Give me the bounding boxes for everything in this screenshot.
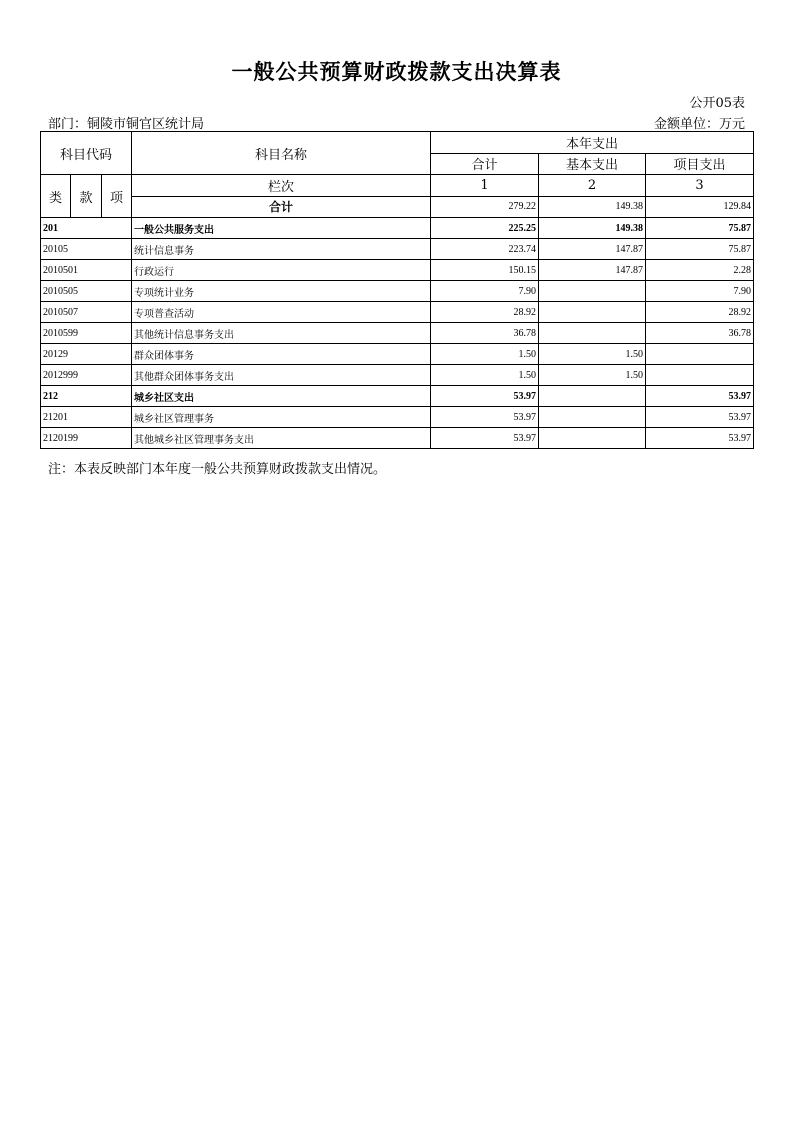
table-row bbox=[41, 365, 754, 386]
header-total: 合计 bbox=[431, 153, 539, 175]
row-code: 2010507 bbox=[41, 302, 132, 323]
row-code: 2120199 bbox=[41, 428, 132, 449]
row-project: 53.97 bbox=[646, 428, 754, 449]
row-code: 20129 bbox=[41, 344, 132, 365]
table-row bbox=[41, 386, 754, 407]
row-name: 城乡社区管理事务 bbox=[132, 407, 431, 428]
row-basic bbox=[539, 323, 646, 344]
header-current-year: 本年支出 bbox=[431, 132, 754, 154]
row-total: 53.97 bbox=[431, 386, 539, 407]
row-basic bbox=[539, 407, 646, 428]
row-total: 28.92 bbox=[431, 302, 539, 323]
total-basic: 149.38 bbox=[539, 196, 646, 218]
total-project: 129.84 bbox=[646, 196, 754, 218]
row-project: 7.90 bbox=[646, 281, 754, 302]
row-total: 223.74 bbox=[431, 239, 539, 260]
total-row-label: 合计 bbox=[132, 196, 431, 218]
row-basic: 147.87 bbox=[539, 239, 646, 260]
header-basic: 基本支出 bbox=[539, 153, 646, 175]
row-name: 其他群众团体事务支出 bbox=[132, 365, 431, 386]
row-project bbox=[646, 365, 754, 386]
row-code: 201 bbox=[41, 218, 132, 239]
table-row bbox=[41, 323, 754, 344]
page-title: 一般公共预算财政拨款支出决算表 bbox=[231, 60, 562, 84]
table-row bbox=[41, 302, 754, 323]
row-code: 21201 bbox=[41, 407, 132, 428]
header-code-group: 科目代码 bbox=[41, 132, 132, 175]
footnote: 注：本表反映部门本年度一般公共预算财政拨款支出情况。 bbox=[48, 462, 387, 477]
table-row bbox=[41, 407, 754, 428]
row-total: 1.50 bbox=[431, 365, 539, 386]
row-total: 36.78 bbox=[431, 323, 539, 344]
row-name: 其他统计信息事务支出 bbox=[132, 323, 431, 344]
row-name: 其他城乡社区管理事务支出 bbox=[132, 428, 431, 449]
form-code: 公开05表 bbox=[689, 96, 745, 111]
table-row bbox=[41, 218, 754, 239]
row-basic bbox=[539, 302, 646, 323]
row-name: 专项普查活动 bbox=[132, 302, 431, 323]
row-project: 75.87 bbox=[646, 218, 754, 239]
row-project bbox=[646, 344, 754, 365]
row-basic: 149.38 bbox=[539, 218, 646, 239]
row-total: 150.15 bbox=[431, 260, 539, 281]
row-name: 一般公共服务支出 bbox=[132, 218, 431, 239]
row-basic bbox=[539, 428, 646, 449]
budget-table bbox=[40, 131, 754, 449]
total-row bbox=[41, 196, 754, 218]
header-column-order: 栏次 bbox=[132, 175, 431, 197]
row-project: 36.78 bbox=[646, 323, 754, 344]
row-basic bbox=[539, 386, 646, 407]
department-label: 部门：铜陵市铜官区统计局 bbox=[48, 117, 205, 132]
row-project: 53.97 bbox=[646, 407, 754, 428]
row-total: 1.50 bbox=[431, 344, 539, 365]
row-project: 2.28 bbox=[646, 260, 754, 281]
row-basic bbox=[539, 281, 646, 302]
table-row bbox=[41, 260, 754, 281]
row-project: 75.87 bbox=[646, 239, 754, 260]
row-name: 群众团体事务 bbox=[132, 344, 431, 365]
table-row bbox=[41, 344, 754, 365]
header-col2: 2 bbox=[539, 175, 646, 197]
header-kuan: 款 bbox=[71, 175, 102, 218]
total-amount: 279.22 bbox=[431, 196, 539, 218]
row-basic: 1.50 bbox=[539, 365, 646, 386]
row-project: 53.97 bbox=[646, 386, 754, 407]
row-total: 53.97 bbox=[431, 407, 539, 428]
row-name: 统计信息事务 bbox=[132, 239, 431, 260]
header-name: 科目名称 bbox=[132, 132, 431, 175]
row-code: 2010599 bbox=[41, 323, 132, 344]
header-col1: 1 bbox=[431, 175, 539, 197]
header-col3: 3 bbox=[646, 175, 754, 197]
row-code: 2010501 bbox=[41, 260, 132, 281]
row-basic: 1.50 bbox=[539, 344, 646, 365]
table-row bbox=[41, 239, 754, 260]
row-code: 212 bbox=[41, 386, 132, 407]
header-lei: 类 bbox=[41, 175, 71, 218]
row-code: 2012999 bbox=[41, 365, 132, 386]
table-row bbox=[41, 281, 754, 302]
header-project: 项目支出 bbox=[646, 153, 754, 175]
table-row bbox=[41, 428, 754, 449]
row-total: 53.97 bbox=[431, 428, 539, 449]
row-name: 行政运行 bbox=[132, 260, 431, 281]
row-total: 225.25 bbox=[431, 218, 539, 239]
row-code: 20105 bbox=[41, 239, 132, 260]
unit-label: 金额单位：万元 bbox=[653, 117, 745, 132]
row-basic: 147.87 bbox=[539, 260, 646, 281]
row-name: 专项统计业务 bbox=[132, 281, 431, 302]
row-project: 28.92 bbox=[646, 302, 754, 323]
row-code: 2010505 bbox=[41, 281, 132, 302]
row-total: 7.90 bbox=[431, 281, 539, 302]
header-xiang: 项 bbox=[102, 175, 132, 218]
row-name: 城乡社区支出 bbox=[132, 386, 431, 407]
